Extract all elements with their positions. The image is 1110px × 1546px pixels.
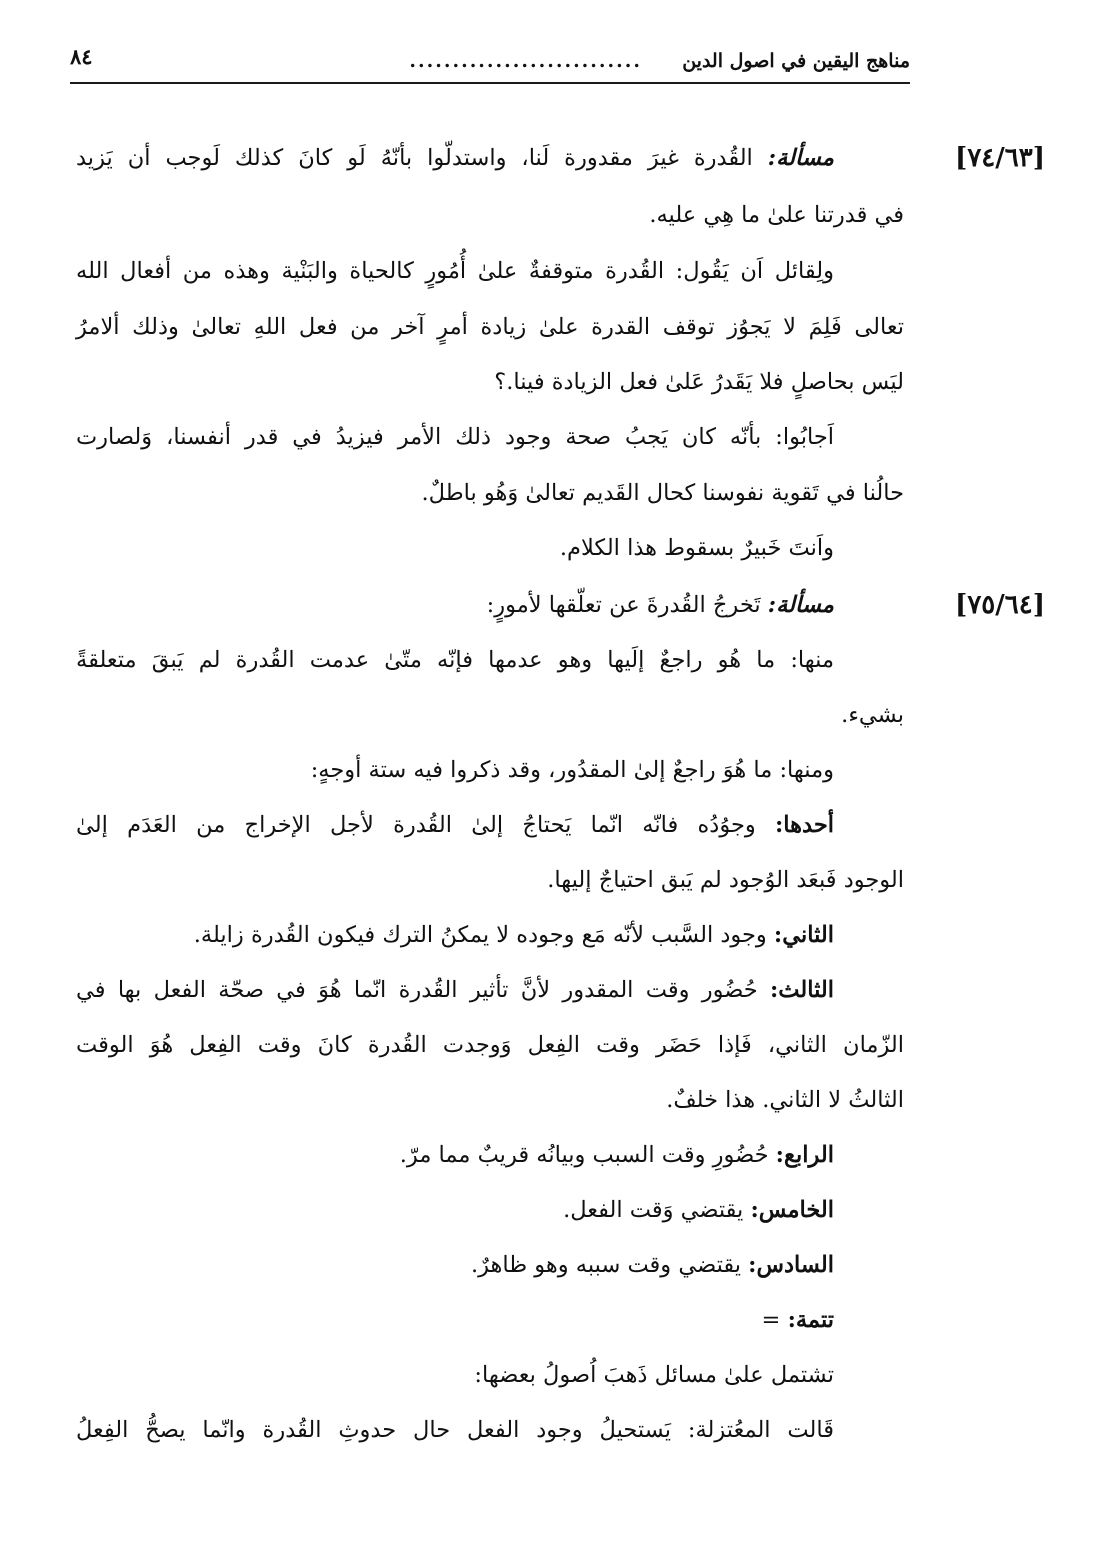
line-text: القُدرة غيرَ مقدورة لَنا، واستدلّوا بأنّهُ لَو كانَ كذلك لَوجب أن يَزيد	[76, 145, 768, 171]
text-line: تعالى فَلِمَ لا يَجوُز توقف القدرة علىٰ زيادة أمرٍ آخر من فعل اللهِ تعالىٰ وذلك ألامرُ	[76, 314, 904, 340]
point-label: الخامس:	[750, 1197, 834, 1223]
text-line: واَنتَ خَبيرٌ بسقوط هذا الكلام.	[559, 535, 834, 561]
text-line: بشيء.	[841, 702, 904, 728]
text-line: الزّمان الثاني، فَإذا حَضَر وقت الفِعل وَوجدت القُدرة كانَ وقت الفِعل هُوَ الوقت	[76, 1032, 904, 1058]
text-line: حالُنا في تَقوية نفوسنا كحال القَديم تعالىٰ وَهُو باطلٌ.	[421, 480, 904, 506]
book-title: مناهج اليقين في اصول الدين	[682, 50, 910, 72]
header-rule	[70, 82, 910, 84]
issue-label: مسألة:	[767, 145, 834, 171]
text-line	[76, 128, 904, 188]
entry-number-64: [٧٥/٦٤]	[955, 590, 1045, 620]
issue-label: مسألة:	[767, 592, 834, 618]
running-header	[70, 40, 910, 80]
point-label: السادس:	[748, 1252, 834, 1278]
point-label: الرابع:	[775, 1142, 834, 1168]
line-text: حُضُورِ وقت السبب وبيانُه قريبٌ مما مرّ.	[399, 1142, 776, 1168]
text-line	[76, 905, 904, 965]
page-number: ٨٤	[70, 44, 93, 69]
text-line	[76, 1290, 904, 1350]
line-text: يقتضي وقت سببه وهو ظاهرٌ.	[470, 1252, 749, 1278]
text-line	[76, 575, 904, 635]
text-line: الوجود فَبعَد الوُجود لم يَبق احتياجٌ إليها.	[547, 867, 904, 893]
text-line: ليَس بحاصلٍ فلا يَقَدرُ عَلىٰ فعل الزيادة فينا.؟	[494, 369, 904, 395]
point-label: أحدها:	[775, 812, 834, 838]
text-line	[76, 1125, 904, 1185]
text-line: ولِقائل اَن يَقُول: القُدرة متوقفةٌ علىٰ أُمُورٍ كالحياة والبَنْية وهذه من أفعال الله	[76, 258, 834, 284]
text-line: الثالثُ لا الثاني. هذا خلفٌ.	[666, 1087, 904, 1113]
text-line: اَجابُوا: بأنّه كان يَجبُ صحة وجود ذلك الأمر فيزيدُ في قدر أنفسنا، وَلصارت	[76, 424, 834, 450]
point-label: الثالث:	[769, 977, 834, 1003]
text-line	[76, 795, 904, 855]
line-text: تَخرجُ القُدرةَ عن تعلّقها لأمورٍ:	[486, 592, 768, 618]
text-line: في قدرتنا علىٰ ما هِي عليه.	[649, 202, 904, 228]
text-line	[76, 960, 904, 1020]
line-text: =	[761, 1307, 788, 1333]
header-leader-dots: ...........................	[409, 50, 642, 72]
point-label: الثاني:	[773, 922, 834, 948]
text-line	[76, 1235, 904, 1295]
text-line	[76, 1180, 904, 1240]
section-label: تتمة:	[787, 1307, 834, 1333]
text-line: ومنها: ما هُوَ راجعٌ إلىٰ المقدُور، وقد ذكروا فيه ستة أوجهٍ:	[310, 757, 834, 783]
line-text: وجود السَّبب لأنّه مَع وجوده لا يمكنُ الترك فيكون القُدرة زايلة.	[193, 922, 774, 948]
text-line: تشتمل علىٰ مسائل ذَهبَ اُصولُ بعضها:	[474, 1362, 834, 1388]
line-text: وجوُدُه فانّه انّما يَحتاجُ إلىٰ القُدرة لأجل الإخراج من العَدَم إلىٰ	[76, 812, 775, 838]
line-text: يقتضي وَقت الفعل.	[563, 1197, 751, 1223]
line-text: حُضُور وقت المقدور لأنَّ تأثير القُدرة انّما هُوَ في صحّة الفعل بها في	[76, 977, 770, 1003]
text-line: منها: ما هُو راجعٌ إلَيها وهو عدمها فإنّه متّىٰ عدمت القُدرة لم يَبقَ متعلقةً	[76, 647, 834, 673]
text-line: قَالت المعُتزلة: يَستحيلُ وجود الفعل حال حدوثِ القُدرة وانّما يصحُّ الفِعلُ	[76, 1417, 834, 1443]
entry-number-63: [٧٤/٦٣]	[955, 143, 1045, 173]
